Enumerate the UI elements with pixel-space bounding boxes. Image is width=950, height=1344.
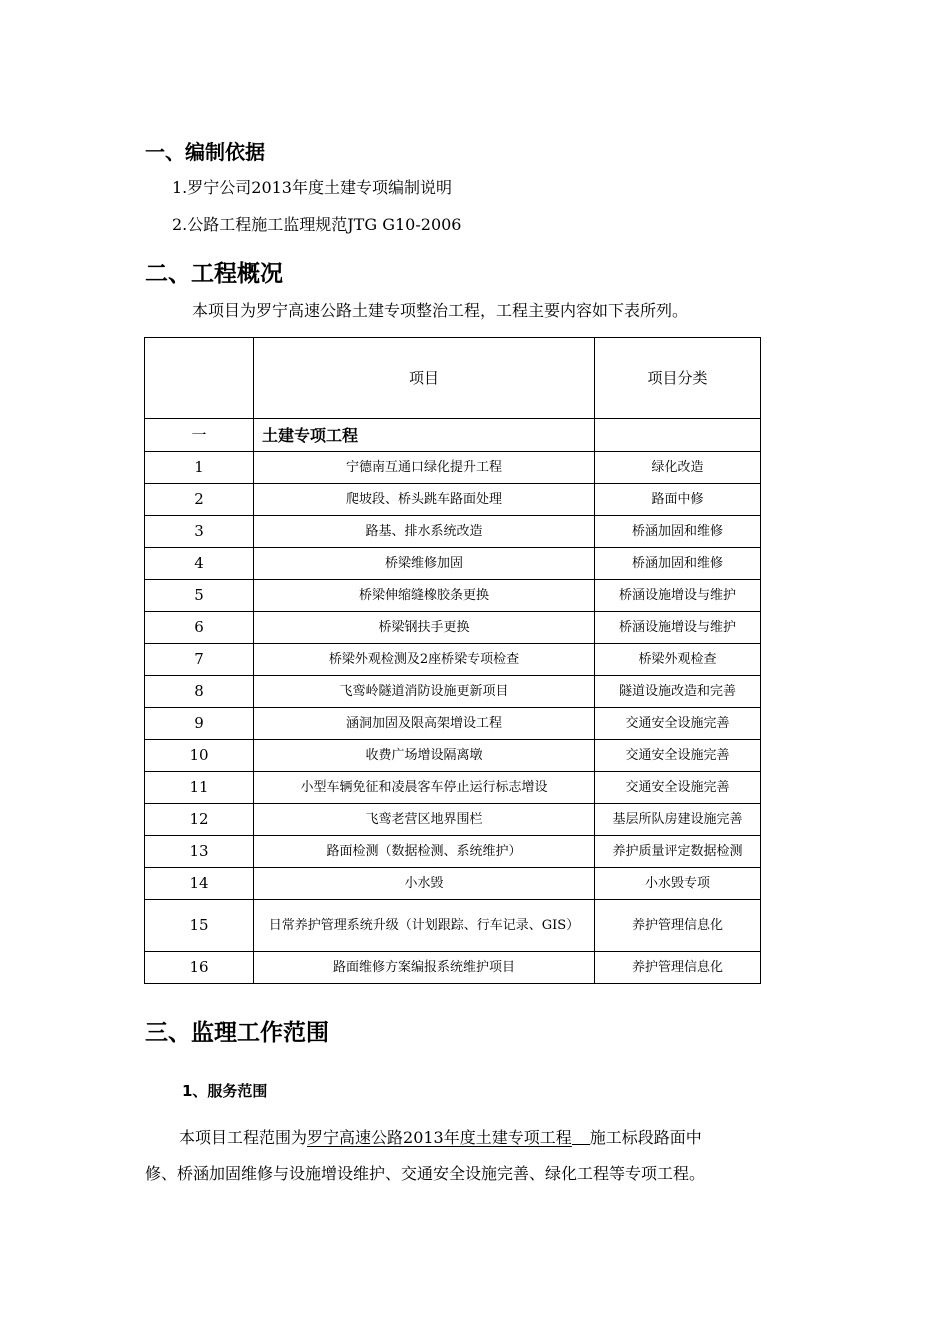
row-num: 2 (145, 484, 254, 516)
row-type: 路面中修 (595, 484, 761, 516)
header-cell-num (145, 338, 254, 419)
scope-paragraph-line-1 (145, 1126, 825, 1150)
table-row (145, 708, 761, 740)
row-project: 路面维修方案编报系统维护项目 (254, 952, 595, 984)
subsection-heading-service-scope: 1、服务范围 (182, 1082, 268, 1100)
row-num: 16 (145, 952, 254, 984)
row-type: 桥涵设施增设与维护 (595, 580, 761, 612)
table-row (145, 772, 761, 804)
row-type: 养护质量评定数据检测 (595, 836, 761, 868)
table-row (145, 804, 761, 836)
scope-underline-gap (572, 1126, 590, 1145)
row-num: 9 (145, 708, 254, 740)
scope-suffix: 施工标段路面中 (589, 1128, 702, 1147)
table-row (145, 644, 761, 676)
scope-prefix: 本项目工程范围为 (179, 1128, 308, 1147)
table-row (145, 612, 761, 644)
row-project: 路基、排水系统改造 (254, 516, 595, 548)
row-type: 小水毁专项 (595, 868, 761, 900)
table-row (145, 548, 761, 580)
row-num: 4 (145, 548, 254, 580)
header-cell-type: 项目分类 (595, 338, 761, 419)
table-row (145, 868, 761, 900)
row-type: 交通安全设施完善 (595, 708, 761, 740)
table-row (145, 516, 761, 548)
row-type: 交通安全设施完善 (595, 772, 761, 804)
table-row (145, 740, 761, 772)
row-num: 15 (145, 900, 254, 952)
row-num: 10 (145, 740, 254, 772)
row-project: 桥梁维修加固 (254, 548, 595, 580)
row-num: 14 (145, 868, 254, 900)
row-project: 收费广场增设隔离墩 (254, 740, 595, 772)
row-type: 基层所队房建设施完善 (595, 804, 761, 836)
table-row (145, 952, 761, 984)
row-num: 5 (145, 580, 254, 612)
scope-paragraph-line-2: 修、桥涵加固维修与设施增设维护、交通安全设施完善、绿化工程等专项工程。 (145, 1164, 706, 1183)
row-project: 桥梁外观检测及2座桥梁专项检查 (254, 644, 595, 676)
row-type: 桥梁外观检查 (595, 644, 761, 676)
row-type: 隧道设施改造和完善 (595, 676, 761, 708)
row-project: 桥梁伸缩缝橡胶条更换 (254, 580, 595, 612)
scope-project-name: 罗宁高速公路2013年度土建专项工程 (307, 1128, 572, 1147)
row-project: 爬坡段、桥头跳车路面处理 (254, 484, 595, 516)
row-project: 飞鸾老营区地界围栏 (254, 804, 595, 836)
table-row (145, 580, 761, 612)
project-table (144, 337, 761, 984)
section-heading-basis: 一、编制依据 (145, 140, 265, 164)
row-type: 养护管理信息化 (595, 900, 761, 952)
row-project: 飞鸾岭隧道消防设施更新项目 (254, 676, 595, 708)
table-row (145, 836, 761, 868)
table-row (145, 676, 761, 708)
row-type: 桥涵加固和维修 (595, 548, 761, 580)
row-type: 桥涵设施增设与维护 (595, 612, 761, 644)
row-project: 涵洞加固及限高架增设工程 (254, 708, 595, 740)
table-header-row (145, 338, 761, 419)
row-num: 3 (145, 516, 254, 548)
row-num: 6 (145, 612, 254, 644)
header-cell-project: 项目 (254, 338, 595, 419)
table-row (145, 900, 761, 952)
row-project: 小型车辆免征和凌晨客车停止运行标志增设 (254, 772, 595, 804)
section-heading-scope: 三、监理工作范围 (145, 1020, 329, 1046)
overview-intro: 本项目为罗宁高速公路土建专项整治工程，工程主要内容如下表所列。 (192, 301, 689, 320)
row-num: 12 (145, 804, 254, 836)
row-project: 路面检测（数据检测、系统维护） (254, 836, 595, 868)
table-row (145, 452, 761, 484)
basis-item-1: 1.罗宁公司2013年度土建专项编制说明 (172, 178, 452, 197)
table-body (145, 452, 761, 984)
table-row (145, 484, 761, 516)
row-type: 养护管理信息化 (595, 952, 761, 984)
row-num: 1 (145, 452, 254, 484)
row-num: 8 (145, 676, 254, 708)
category-type (595, 419, 761, 452)
row-type: 交通安全设施完善 (595, 740, 761, 772)
table-category-row (145, 419, 761, 452)
row-num: 7 (145, 644, 254, 676)
row-type: 绿化改造 (595, 452, 761, 484)
row-project: 日常养护管理系统升级（计划跟踪、行车记录、GIS） (254, 900, 595, 952)
category-name: 土建专项工程 (254, 419, 595, 452)
category-num: 一 (145, 419, 254, 452)
basis-item-2: 2.公路工程施工监理规范JTG G10-2006 (172, 215, 462, 234)
row-num: 13 (145, 836, 254, 868)
row-project: 宁德南互通口绿化提升工程 (254, 452, 595, 484)
row-type: 桥涵加固和维修 (595, 516, 761, 548)
row-project: 桥梁钢扶手更换 (254, 612, 595, 644)
row-num: 11 (145, 772, 254, 804)
section-heading-overview: 二、工程概况 (145, 261, 283, 287)
row-project: 小水毁 (254, 868, 595, 900)
